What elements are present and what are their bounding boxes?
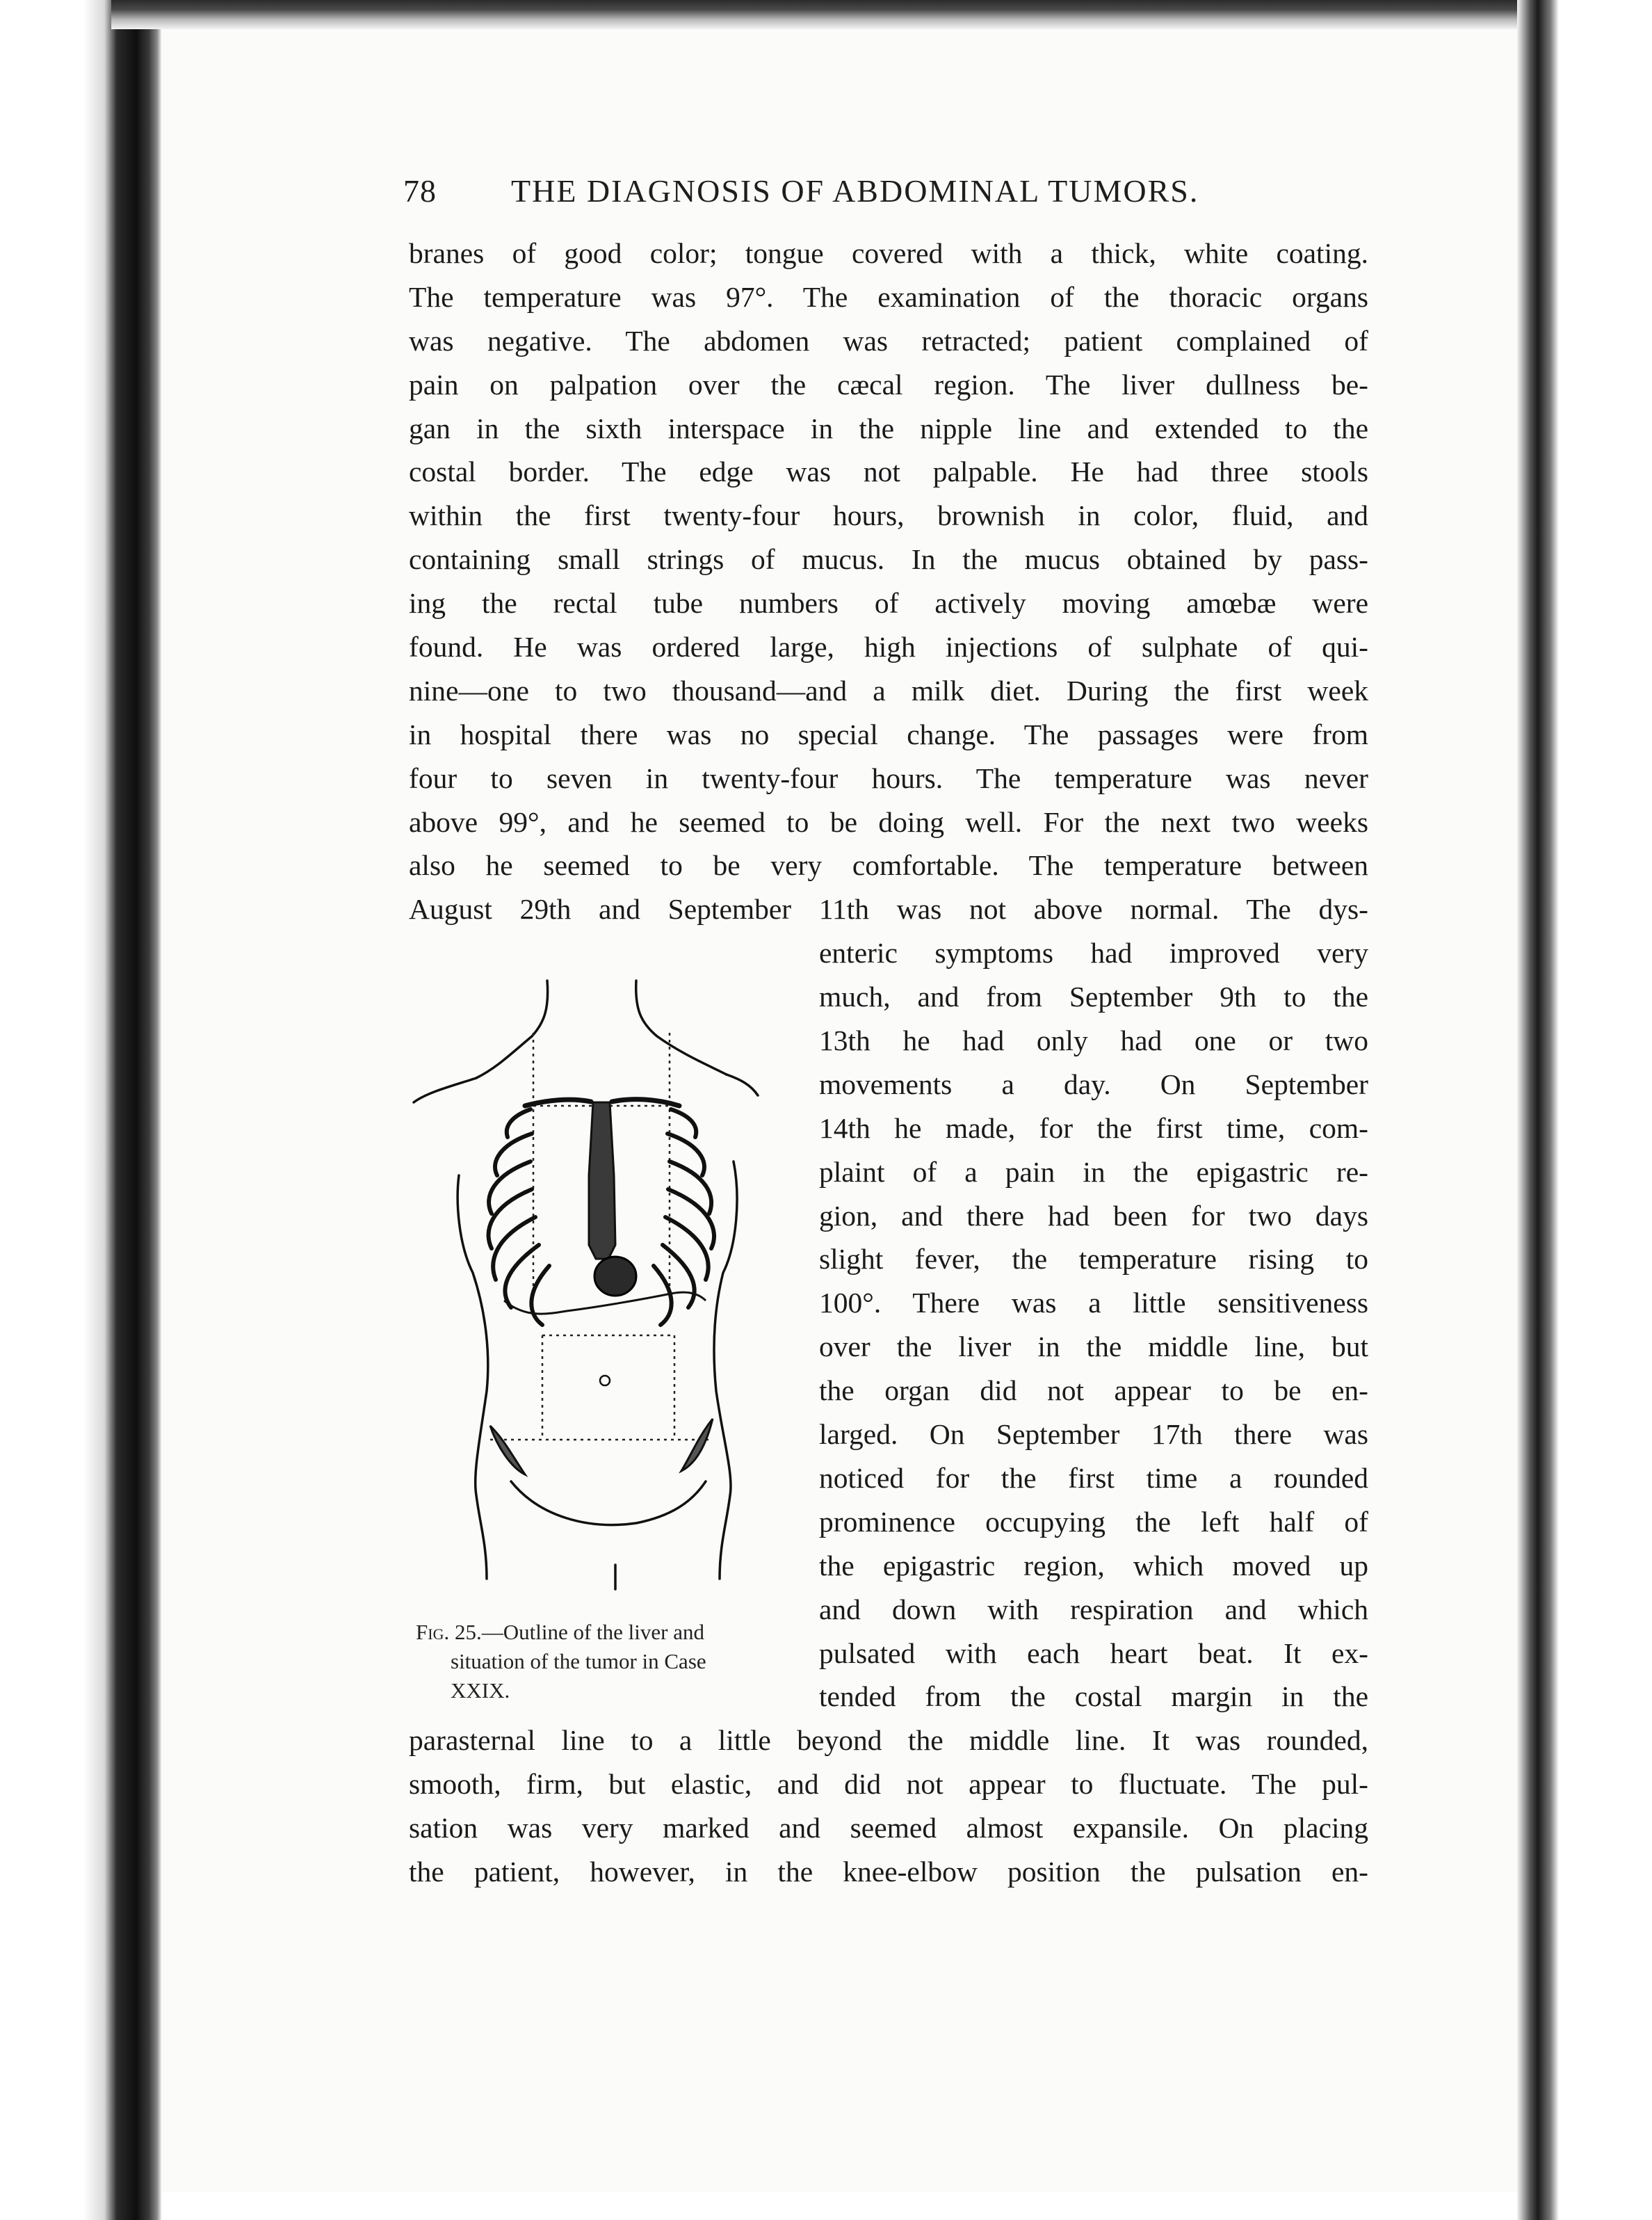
- figure-caption: [416, 1618, 805, 1705]
- iliac-crests: [490, 1419, 713, 1474]
- text-line: sation was very marked and seemed almost expansile. On placing: [409, 1812, 1368, 1844]
- text-line: branes of good color; tongue covered with a thick, white coating.: [409, 237, 1368, 269]
- shoulder-right-outline: [727, 1075, 758, 1095]
- anatomical-figure: [407, 967, 796, 1593]
- text-line: four to seven in twenty-four hours. The temperature was never: [409, 762, 1368, 794]
- caption-line: XXIX.: [451, 1678, 510, 1703]
- running-head: [403, 167, 1377, 216]
- text-line: costal border. The edge was not palpable. He had three stools: [409, 456, 1368, 488]
- text-line: nine—one to two thousand—and a milk diet. During the first week: [409, 674, 1368, 707]
- text-line: prominence occupying the left half of: [819, 1505, 1368, 1538]
- text-line: enteric symptoms had improved very: [819, 937, 1368, 970]
- neck-right-outline: [636, 981, 727, 1075]
- text-line: August 29th and September 11th was not above normal. The dys-: [409, 893, 1368, 926]
- text-line: 100°. There was a little sensitiveness: [819, 1287, 1368, 1319]
- text-line: movements a day. On September: [819, 1068, 1368, 1100]
- text-line: smooth, firm, but elastic, and did not appear to fluctuate. The pul-: [409, 1768, 1368, 1801]
- text-line: 13th he had only had one or two: [819, 1024, 1368, 1057]
- text-line: the organ did not appear to be en-: [819, 1374, 1368, 1407]
- header-title: THE DIAGNOSIS OF ABDOMINAL TUMORS.: [511, 173, 1199, 209]
- text-line: slight fever, the temperature rising to: [819, 1243, 1368, 1276]
- page-number: 78: [403, 173, 437, 209]
- shoulder-left-outline: [414, 1078, 476, 1102]
- tumor-mark: [594, 1257, 636, 1296]
- text-line: tended from the costal margin in the: [819, 1680, 1368, 1713]
- paragraph-bottom: [409, 1719, 1368, 1894]
- paragraph-top: [409, 232, 1368, 931]
- caption-text: —Outline of the liver and: [481, 1620, 704, 1644]
- lower-abdomen-outline: [511, 1481, 706, 1525]
- neck-left-outline: [476, 981, 548, 1078]
- text-line: the patient, however, in the knee-elbow position the pulsation en-: [409, 1855, 1368, 1888]
- text-line: 14th he made, for the first time, com-: [819, 1111, 1368, 1144]
- sternum: [589, 1102, 615, 1259]
- text-line: parasternal line to a little beyond the middle line. It was rounded,: [409, 1724, 1368, 1757]
- text-line: noticed for the first time a rounded: [819, 1461, 1368, 1494]
- text-line: above 99°, and he seemed to be doing well. For the next two weeks: [409, 805, 1368, 838]
- flank-right-outline: [714, 1161, 737, 1579]
- text-line: also he seemed to be very comfortable. The temperature between: [409, 849, 1368, 882]
- text-line: much, and from September 9th to the: [819, 981, 1368, 1013]
- text-line: was negative. The abdomen was retracted; patient complained of: [409, 324, 1368, 357]
- text-line: gan in the sixth interspace in the nipple line and extended to the: [409, 412, 1368, 444]
- scan-binding-shadow-left: [0, 0, 161, 2220]
- text-line: gion, and there had been for two days: [819, 1199, 1368, 1232]
- text-line: and down with respiration and which: [819, 1593, 1368, 1625]
- text-line: ing the rectal tube numbers of actively moving amœbæ were: [409, 587, 1368, 620]
- text-line: the epigastric region, which moved up: [819, 1549, 1368, 1582]
- text-line: plaint of a pain in the epigastric re-: [819, 1155, 1368, 1188]
- torso-ribcage-illustration: [407, 967, 796, 1593]
- text-line: larged. On September 17th there was: [819, 1418, 1368, 1451]
- text-line: containing small strings of mucus. In the mucus obtained by pass-: [409, 543, 1368, 576]
- text-line: found. He was ordered large, high injections of sulphate of qui-: [409, 631, 1368, 663]
- flank-left-outline: [457, 1175, 488, 1579]
- text-line: The temperature was 97°. The examination of the thoracic organs: [409, 280, 1368, 313]
- text-line: within the first twenty-four hours, brownish in color, fluid, and: [409, 499, 1368, 532]
- scan-shadow-top: [111, 0, 1564, 29]
- scan-page-edge-right: [1517, 0, 1567, 2220]
- caption-line: [416, 1618, 805, 1647]
- text-line: pain on palpation over the cæcal region. The liver dullness be-: [409, 368, 1368, 401]
- figure-label: Fig. 25.: [416, 1620, 482, 1644]
- umbilicus-mark: [600, 1376, 610, 1385]
- text-line: in hospital there was no special change. The passages were from: [409, 718, 1368, 750]
- text-line: pulsated with each heart beat. It ex-: [819, 1636, 1368, 1669]
- caption-line: situation of the tumor in Case: [451, 1649, 706, 1673]
- text-line: over the liver in the middle line, but: [819, 1330, 1368, 1363]
